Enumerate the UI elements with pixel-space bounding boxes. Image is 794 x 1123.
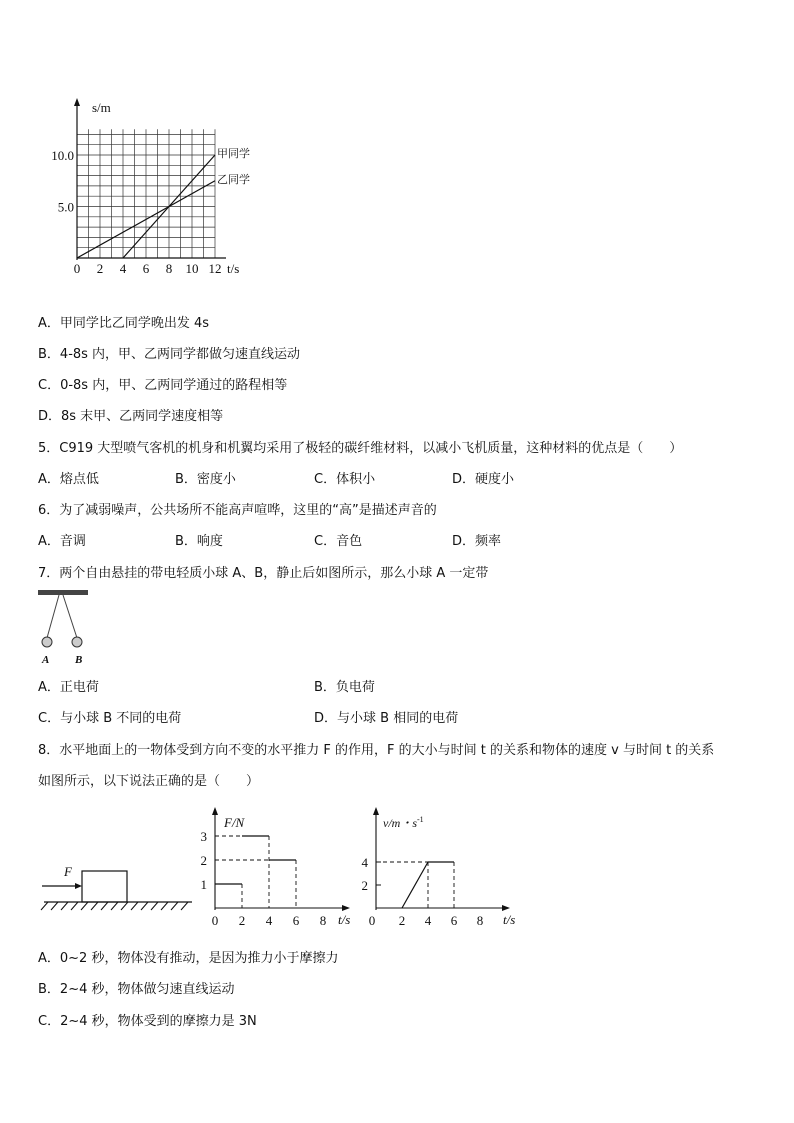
q8-block (82, 871, 127, 902)
q4-series-label: 甲同学 (217, 148, 250, 160)
q4-series-line-yi (77, 181, 215, 258)
q4-option-d: D．8s 末甲、乙两同学速度相等 (38, 409, 224, 424)
hatch-mark (61, 902, 68, 910)
q5-option-a: A．熔点低 (38, 472, 99, 487)
q7-option-c: C．与小球 B 不同的电荷 (38, 711, 182, 726)
q8-force-label: F (64, 864, 72, 879)
q5-option-d: D．硬度小 (452, 472, 515, 487)
q4-option-a: A．甲同学比乙同学晚出发 4s (38, 316, 210, 331)
hatch-mark (131, 902, 138, 910)
q7-label-a: A (42, 654, 50, 666)
ft-series (215, 836, 296, 908)
q6-option-c: C．音色 (314, 534, 363, 549)
q4-x-tick-label: 4 (119, 261, 127, 276)
hatch-mark (111, 902, 118, 910)
q8-force-arrowhead (75, 883, 82, 889)
q4-series-line-jia (123, 155, 215, 258)
q7-thread-a (47, 595, 59, 638)
vt-x-tick-label: 4 (424, 913, 432, 928)
ft-x-tick-label: 8 (319, 913, 327, 928)
ft-x-tick-label: 0 (211, 913, 219, 928)
hatch-mark (141, 902, 148, 910)
q4-x-tick-label: 6 (142, 261, 150, 276)
q4-x-label: t/s (227, 261, 240, 276)
vt-x-tick-label: 8 (476, 913, 484, 928)
q8-option-c: C．2~4 秒，物体受到的摩擦力是 3N (38, 1014, 257, 1029)
vt-x-tick-label: 2 (398, 913, 406, 928)
ft-ticks (201, 829, 327, 928)
q4-series-label: 乙同学 (217, 173, 250, 186)
vt-y-tick-label: 2 (361, 878, 368, 893)
q7-pendulum-figure (36, 588, 96, 668)
q4-y-ticks (51, 148, 74, 215)
vt-x-tick-label: 0 (368, 913, 376, 928)
ft-x-label: t/s (338, 912, 351, 927)
ft-x-arrow (342, 905, 350, 911)
q8-stem-line2: 如图所示，以下说法正确的是（ ） (38, 774, 260, 789)
q8-option-b: B．2~4 秒，物体做匀速直线运动 (38, 982, 235, 997)
q8-block-figure (40, 860, 200, 920)
vt-series (376, 862, 454, 908)
q4-y-tick-label: 10.0 (51, 148, 74, 163)
hatch-mark (71, 902, 78, 910)
q7-option-a: A．正电荷 (38, 680, 99, 695)
q4-x-tick-label: 12 (208, 261, 222, 276)
ft-x-tick-label: 6 (292, 913, 300, 928)
q7-ball-a (42, 637, 52, 647)
ft-y-tick-label: 3 (200, 829, 207, 844)
hatch-mark (81, 902, 88, 910)
q5-option-c: C．体积小 (314, 472, 376, 487)
vt-x-arrow (502, 905, 510, 911)
ft-y-label: F/N (224, 815, 245, 830)
vt-ticks (362, 855, 484, 928)
q6-option-b: B．响度 (175, 534, 223, 549)
q4-x-tick-label: 2 (96, 261, 104, 276)
q4-x-tick-label: 0 (73, 261, 81, 276)
ft-y-tick-label: 1 (200, 877, 207, 892)
hatch-mark (181, 902, 188, 910)
hatch-mark (121, 902, 128, 910)
q6-option-a: A．音调 (38, 534, 86, 549)
q4-series (77, 147, 250, 258)
q7-thread-b (63, 595, 77, 638)
q7-label-b: B (75, 654, 83, 666)
q7-option-d: D．与小球 B 相同的电荷 (314, 711, 459, 726)
q4-option-b: B．4-8s 内，甲、乙两同学都做匀速直线运动 (38, 347, 301, 362)
q4-x-tick-label: 8 (165, 261, 173, 276)
vt-y-label-main: v/m・s (383, 816, 417, 830)
vt-x-label: t/s (503, 912, 516, 927)
q8-option-a: A．0~2 秒，物体没有推动，是因为推力小于摩擦力 (38, 951, 339, 966)
q7-ceiling (38, 590, 88, 595)
hatch-mark (41, 902, 48, 910)
q4-x-tick-label: 10 (185, 261, 199, 276)
hatch-mark (51, 902, 58, 910)
q8-ground-hatch (41, 902, 188, 910)
vt-y-label (383, 815, 424, 830)
q8-stem-line1: 8．水平地面上的一物体受到方向不变的水平推力 F 的作用，F 的大小与时间 t 的关系和物体的速度 v 与时间 t 的关系 (38, 743, 715, 758)
q4-option-c: C．0-8s 内，甲、乙两同学通过的路程相等 (38, 378, 288, 393)
ft-x-tick-label: 4 (265, 913, 273, 928)
vt-series-segment (402, 862, 428, 908)
q6-option-d: D．频率 (452, 534, 502, 549)
q6-stem: 6．为了减弱噪声，公共场所不能高声喧哗，这里的“高”是描述声音的 (38, 503, 437, 518)
hatch-mark (91, 902, 98, 910)
q4-grid (77, 129, 215, 258)
q4-x-ticks (74, 261, 222, 276)
hatch-mark (101, 902, 108, 910)
q5-option-b: B．密度小 (175, 472, 236, 487)
q4-y-tick-label: 5.0 (57, 199, 74, 215)
q7-ball-b (72, 637, 82, 647)
ft-x-tick-label: 2 (238, 913, 246, 928)
ft-y-tick-label: 2 (200, 853, 207, 868)
q4-y-arrow (74, 98, 80, 106)
q4-y-label: s/m (92, 100, 111, 115)
vt-y-tick-label: 4 (361, 855, 368, 870)
vt-y-label-sup: -1 (417, 815, 424, 824)
ft-y-arrow (212, 807, 218, 815)
q7-option-b: B．负电荷 (314, 680, 375, 695)
vt-x-tick-label: 6 (450, 913, 458, 928)
vt-y-arrow (373, 807, 379, 815)
hatch-mark (161, 902, 168, 910)
hatch-mark (171, 902, 178, 910)
q7-stem: 7．两个自由悬挂的带电轻质小球 A、B，静止后如图所示，那么小球 A 一定带 (38, 566, 489, 581)
q5-stem: 5．C919 大型喷气客机的机身和机翼均采用了极轻的碳纤维材料，以减小飞机质量，这种材料的优点是（ ） (38, 441, 683, 456)
hatch-mark (151, 902, 158, 910)
